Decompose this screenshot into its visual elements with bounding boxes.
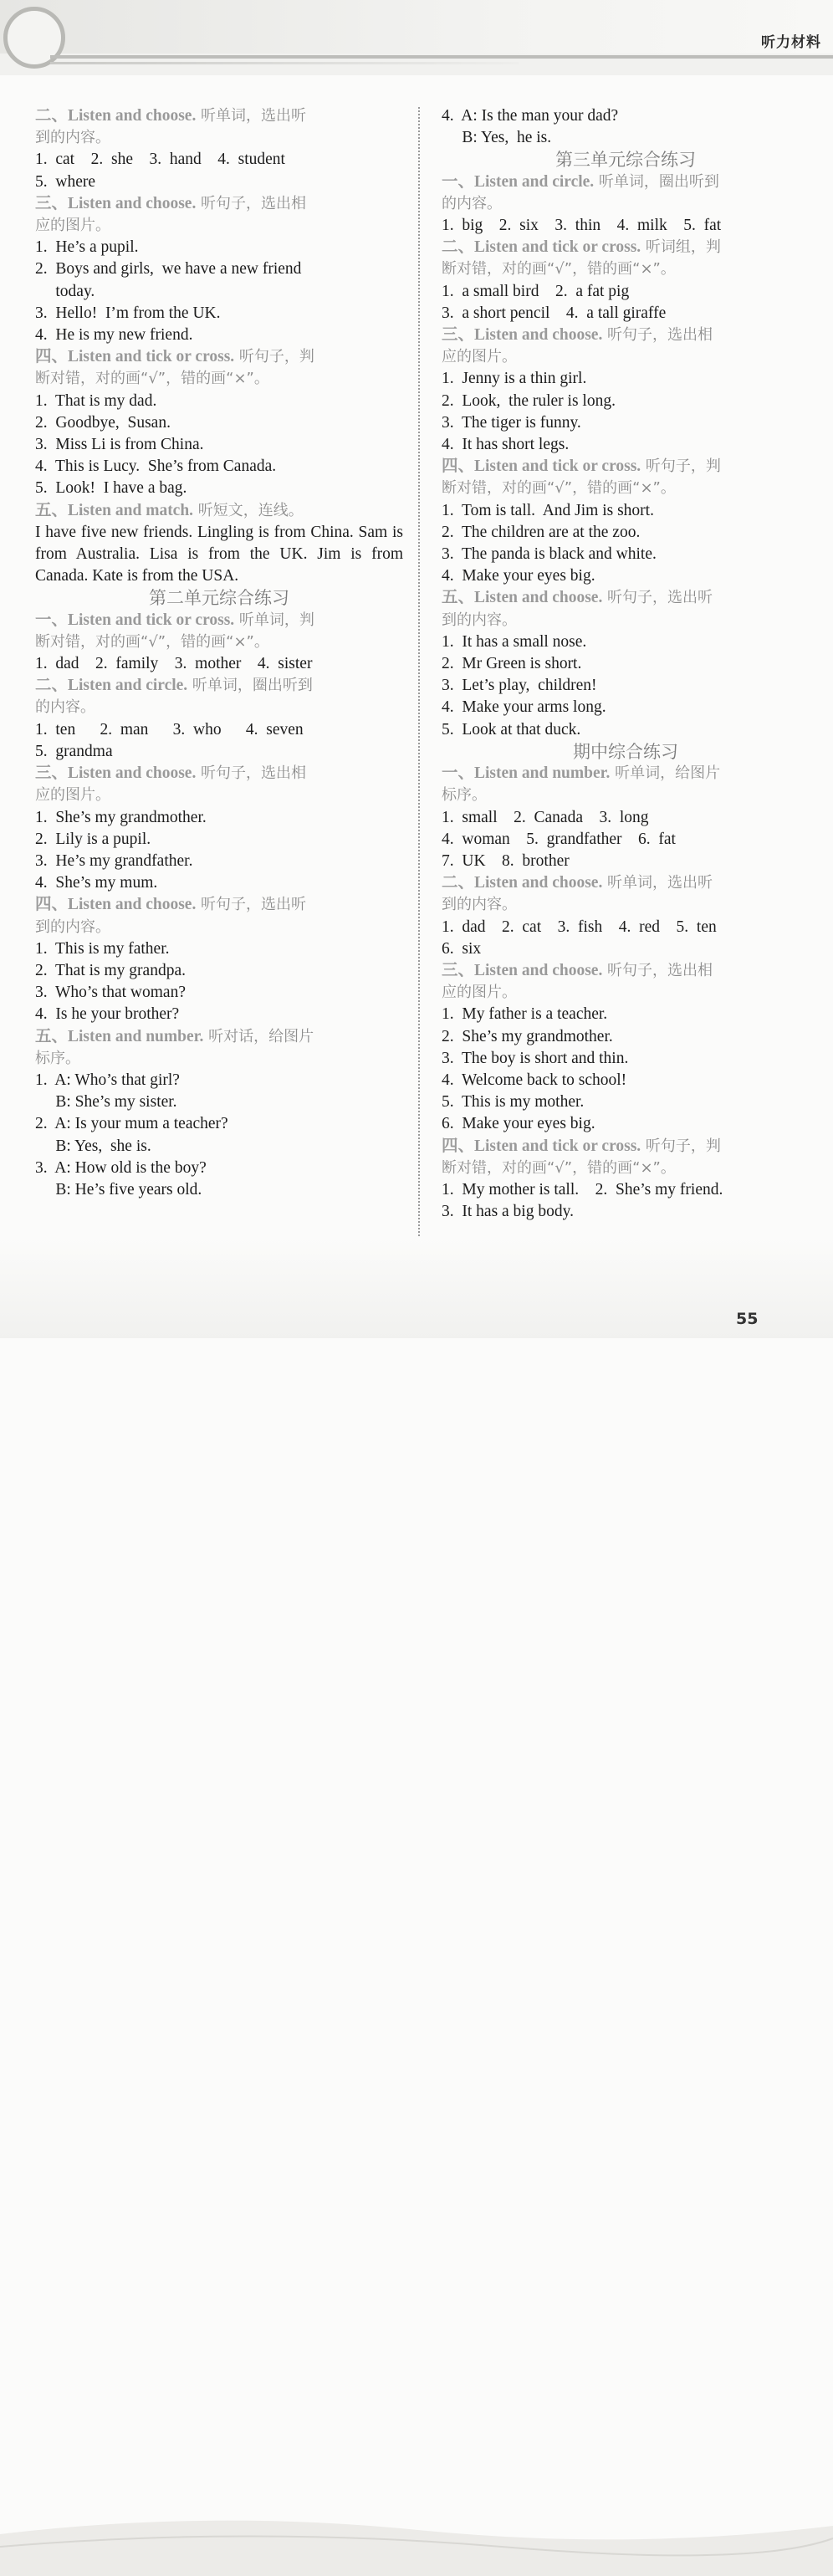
section-heading [35, 193, 403, 215]
section-heading-en: 四、Listen and tick or cross. [442, 1137, 641, 1155]
text-line: 1. Jenny is a thin girl. [442, 370, 587, 388]
section-heading-en: 三、Listen and choose. [442, 961, 603, 979]
section-heading-en: 四、Listen and choose. [35, 896, 197, 914]
section-heading-cn: 听句子，选出听 [602, 589, 713, 607]
section-heading-continued: 应的图片。 [35, 217, 110, 235]
section-heading [35, 500, 403, 522]
left-column [35, 105, 403, 1201]
section-heading-continued: 标序。 [442, 786, 487, 805]
text-line: 1. He’s a pupil. [35, 238, 139, 257]
text-line: 4. It has short legs. [442, 436, 570, 454]
text-line: 1. small 2. Canada 3. long [442, 808, 649, 826]
text-line: 3. It has a big body. [442, 1203, 574, 1221]
text-line: 1. ten 2. man 3. who 4. seven [35, 720, 304, 739]
text-line: 1. This is my father. [35, 939, 170, 958]
section-heading-en: 二、Listen and choose. [442, 874, 603, 892]
section-heading-cn: 听对话，给图片 [203, 1027, 314, 1045]
text-line: today. [35, 282, 95, 300]
text-line: 4. Welcome back to school! [442, 1071, 627, 1089]
section-heading-en: 一、Listen and number. [442, 764, 611, 783]
text-line: 4. He is my new friend. [35, 326, 193, 345]
right-column [442, 105, 810, 1223]
section-heading [442, 325, 810, 346]
section-heading [442, 872, 810, 894]
section-heading-continued: 的内容。 [442, 194, 502, 212]
text-line: 2. Look, the ruler is long. [442, 391, 616, 410]
section-heading [35, 346, 403, 368]
header-circle-ornament [3, 7, 65, 69]
text-line: 2. That is my grandpa. [35, 961, 186, 979]
section-heading [35, 894, 403, 916]
text-line: 1. It has a small nose. [442, 632, 587, 651]
section-heading [442, 237, 810, 258]
text-line: 2. Goodbye, Susan. [35, 413, 171, 432]
text-line: B: She’s my sister. [35, 1093, 177, 1112]
section-heading-cn: 听句子，判 [234, 348, 314, 366]
text-line: 3. Who’s that woman? [35, 984, 186, 1002]
section-heading-en: 二、Listen and circle. [35, 677, 188, 695]
text-line: 3. The boy is short and thin. [442, 1049, 629, 1067]
text-line: 2. Mr Green is short. [442, 655, 582, 673]
text-line: B: He’s five years old. [35, 1180, 202, 1199]
text-line: 5. Look! I have a bag. [35, 479, 187, 498]
section-heading-cn: 听单词，判 [234, 611, 314, 629]
section-heading-cn: 听句子，选出相 [602, 326, 713, 345]
text-line: 3. Hello! I’m from the UK. [35, 304, 221, 322]
unit-title: 第二单元综合练习 [149, 588, 289, 609]
section-heading-cn: 听句子，选出相 [196, 764, 307, 783]
text-line: 3. The panda is black and white. [442, 545, 657, 564]
text-line: 1. big 2. six 3. thin 4. milk 5. fat [442, 217, 722, 235]
section-heading-continued: 断对错，对的画“√”，错的画“×”。 [35, 370, 269, 388]
text-line: 4. woman 5. grandfather 6. fat [442, 830, 676, 848]
text-line: 4. Make your arms long. [442, 698, 606, 717]
text-line: 1. A: Who’s that girl? [35, 1071, 180, 1089]
text-line: B: Yes, she is. [35, 1137, 151, 1155]
section-heading-en: 四、Listen and tick or cross. [442, 457, 641, 476]
section-heading-cn: 听词组，判 [641, 238, 721, 257]
section-heading-cn: 听句子，判 [641, 457, 721, 476]
text-line: 1. dad 2. family 3. mother 4. sister [35, 655, 313, 673]
text-line: 1. dad 2. cat 3. fish 4. red 5. ten [442, 917, 717, 936]
section-heading-continued: 应的图片。 [442, 984, 517, 1002]
section-heading-continued: 断对错，对的画“√”，错的画“×”。 [35, 632, 269, 651]
text-line: 4. Is he your brother? [35, 1005, 180, 1024]
section-heading-cn: 听单词，圈出听到 [594, 172, 719, 191]
section-heading [442, 763, 810, 785]
section-heading-cn: 听句子，选出相 [196, 194, 307, 212]
section-heading-en: 五、Listen and match. [35, 501, 194, 519]
text-line: 3. a short pencil 4. a tall giraffe [442, 304, 667, 322]
section-heading-en: 五、Listen and choose. [442, 589, 603, 607]
footer-decoration [0, 2501, 833, 2576]
text-line: 1. My mother is tall. 2. She’s my friend. [442, 1180, 723, 1199]
section-heading [35, 763, 403, 785]
section-heading [35, 675, 403, 697]
section-heading [35, 1026, 403, 1048]
section-heading-continued: 到的内容。 [35, 129, 110, 147]
section-heading-cn: 听句子，选出相 [602, 961, 713, 979]
page-footer [0, 1238, 833, 1338]
section-heading-en: 三、Listen and choose. [35, 764, 197, 783]
text-line: 1. Tom is tall. And Jim is short. [442, 501, 654, 519]
section-heading-en: 三、Listen and choose. [442, 326, 603, 345]
unit-title: 期中综合练习 [573, 741, 678, 762]
text-line: 3. Let’s play, children! [442, 677, 597, 695]
section-heading [35, 105, 403, 127]
text-line: 1. a small bird 2. a fat pig [442, 282, 630, 300]
text-line: 1. My father is a teacher. [442, 1005, 608, 1024]
text-line: 3. The tiger is funny. [442, 413, 581, 432]
header-title: 听力材料 [761, 34, 821, 51]
text-line: 6. six [442, 939, 482, 958]
page-number: 55 [736, 1310, 759, 1328]
section-heading-cn: 听句子，选出听 [196, 896, 307, 914]
text-line: 2. Boys and girls, we have a new friend [35, 260, 302, 279]
section-heading-cn: 听单词，选出听 [196, 107, 307, 125]
text-line: 1. cat 2. she 3. hand 4. student [35, 151, 285, 169]
section-heading-en: 五、Listen and number. [35, 1027, 204, 1045]
section-heading [442, 171, 810, 193]
section-heading-en: 三、Listen and choose. [35, 194, 197, 212]
text-line: 4. This is Lucy. She’s from Canada. [35, 457, 277, 476]
text-line: 5. Look at that duck. [442, 720, 581, 739]
text-line: 1. She’s my grandmother. [35, 808, 207, 826]
section-heading-continued: 断对错，对的画“√”，错的画“×”。 [442, 260, 676, 279]
header-rule [50, 55, 833, 59]
section-heading-en: 二、Listen and tick or cross. [442, 238, 641, 257]
paragraph: I have five new friends. Lingling is from China. Sam is from Australia. Lisa is from the UK. Jim is from Canada. Kate is from the USA. [35, 523, 403, 585]
section-heading-continued: 到的内容。 [35, 917, 110, 936]
text-line: 3. He’s my grandfather. [35, 851, 193, 870]
header-rule-secondary [50, 62, 519, 64]
section-heading [442, 1136, 810, 1158]
unit-title: 第三单元综合练习 [555, 150, 696, 171]
text-line: 2. A: Is your mum a teacher? [35, 1115, 228, 1133]
section-heading-cn: 听短文，连线。 [193, 501, 304, 519]
section-heading-en: 二、Listen and choose. [35, 107, 197, 125]
text-line: 4. A: Is the man your dad? [442, 107, 619, 125]
text-line: 4. She’s my mum. [35, 874, 158, 892]
page-header [0, 0, 833, 75]
section-heading-continued: 断对错，对的画“√”，错的画“×”。 [442, 479, 676, 498]
text-line: 5. grandma [35, 742, 113, 760]
section-heading-en: 一、Listen and tick or cross. [35, 611, 235, 629]
header-band [0, 0, 833, 54]
section-heading-cn: 听句子，判 [641, 1137, 721, 1155]
text-line: 5. where [35, 172, 96, 191]
section-heading-continued: 到的内容。 [442, 611, 517, 629]
section-heading-continued: 标序。 [35, 1049, 80, 1067]
section-heading-en: 一、Listen and circle. [442, 172, 595, 191]
section-heading-continued: 应的图片。 [35, 786, 110, 805]
section-heading-cn: 听单词，选出听 [602, 874, 713, 892]
section-heading [442, 960, 810, 982]
section-heading-en: 四、Listen and tick or cross. [35, 348, 235, 366]
section-heading [442, 456, 810, 478]
text-line: 2. Lily is a pupil. [35, 830, 151, 848]
text-line: 5. This is my mother. [442, 1093, 585, 1112]
section-heading [35, 610, 403, 631]
section-heading-continued: 的内容。 [35, 698, 95, 717]
section-heading-continued: 到的内容。 [442, 896, 517, 914]
text-line: 3. Miss Li is from China. [35, 436, 204, 454]
section-heading-cn: 听单词，圈出听到 [187, 677, 313, 695]
text-line: 2. The children are at the zoo. [442, 523, 641, 541]
text-line: 1. That is my dad. [35, 391, 157, 410]
text-line: 2. She’s my grandmother. [442, 1027, 613, 1045]
text-line: 7. UK 8. brother [442, 851, 570, 870]
section-heading-cn: 听单词，给图片 [610, 764, 721, 783]
section-heading-continued: 断对错，对的画“√”，错的画“×”。 [442, 1158, 676, 1177]
text-line: 6. Make your eyes big. [442, 1115, 595, 1133]
text-line: 4. Make your eyes big. [442, 567, 595, 585]
text-line: 3. A: How old is the boy? [35, 1158, 207, 1177]
section-heading-continued: 应的图片。 [442, 348, 517, 366]
text-line: B: Yes, he is. [442, 129, 552, 147]
column-divider [418, 107, 420, 1236]
section-heading [442, 587, 810, 609]
